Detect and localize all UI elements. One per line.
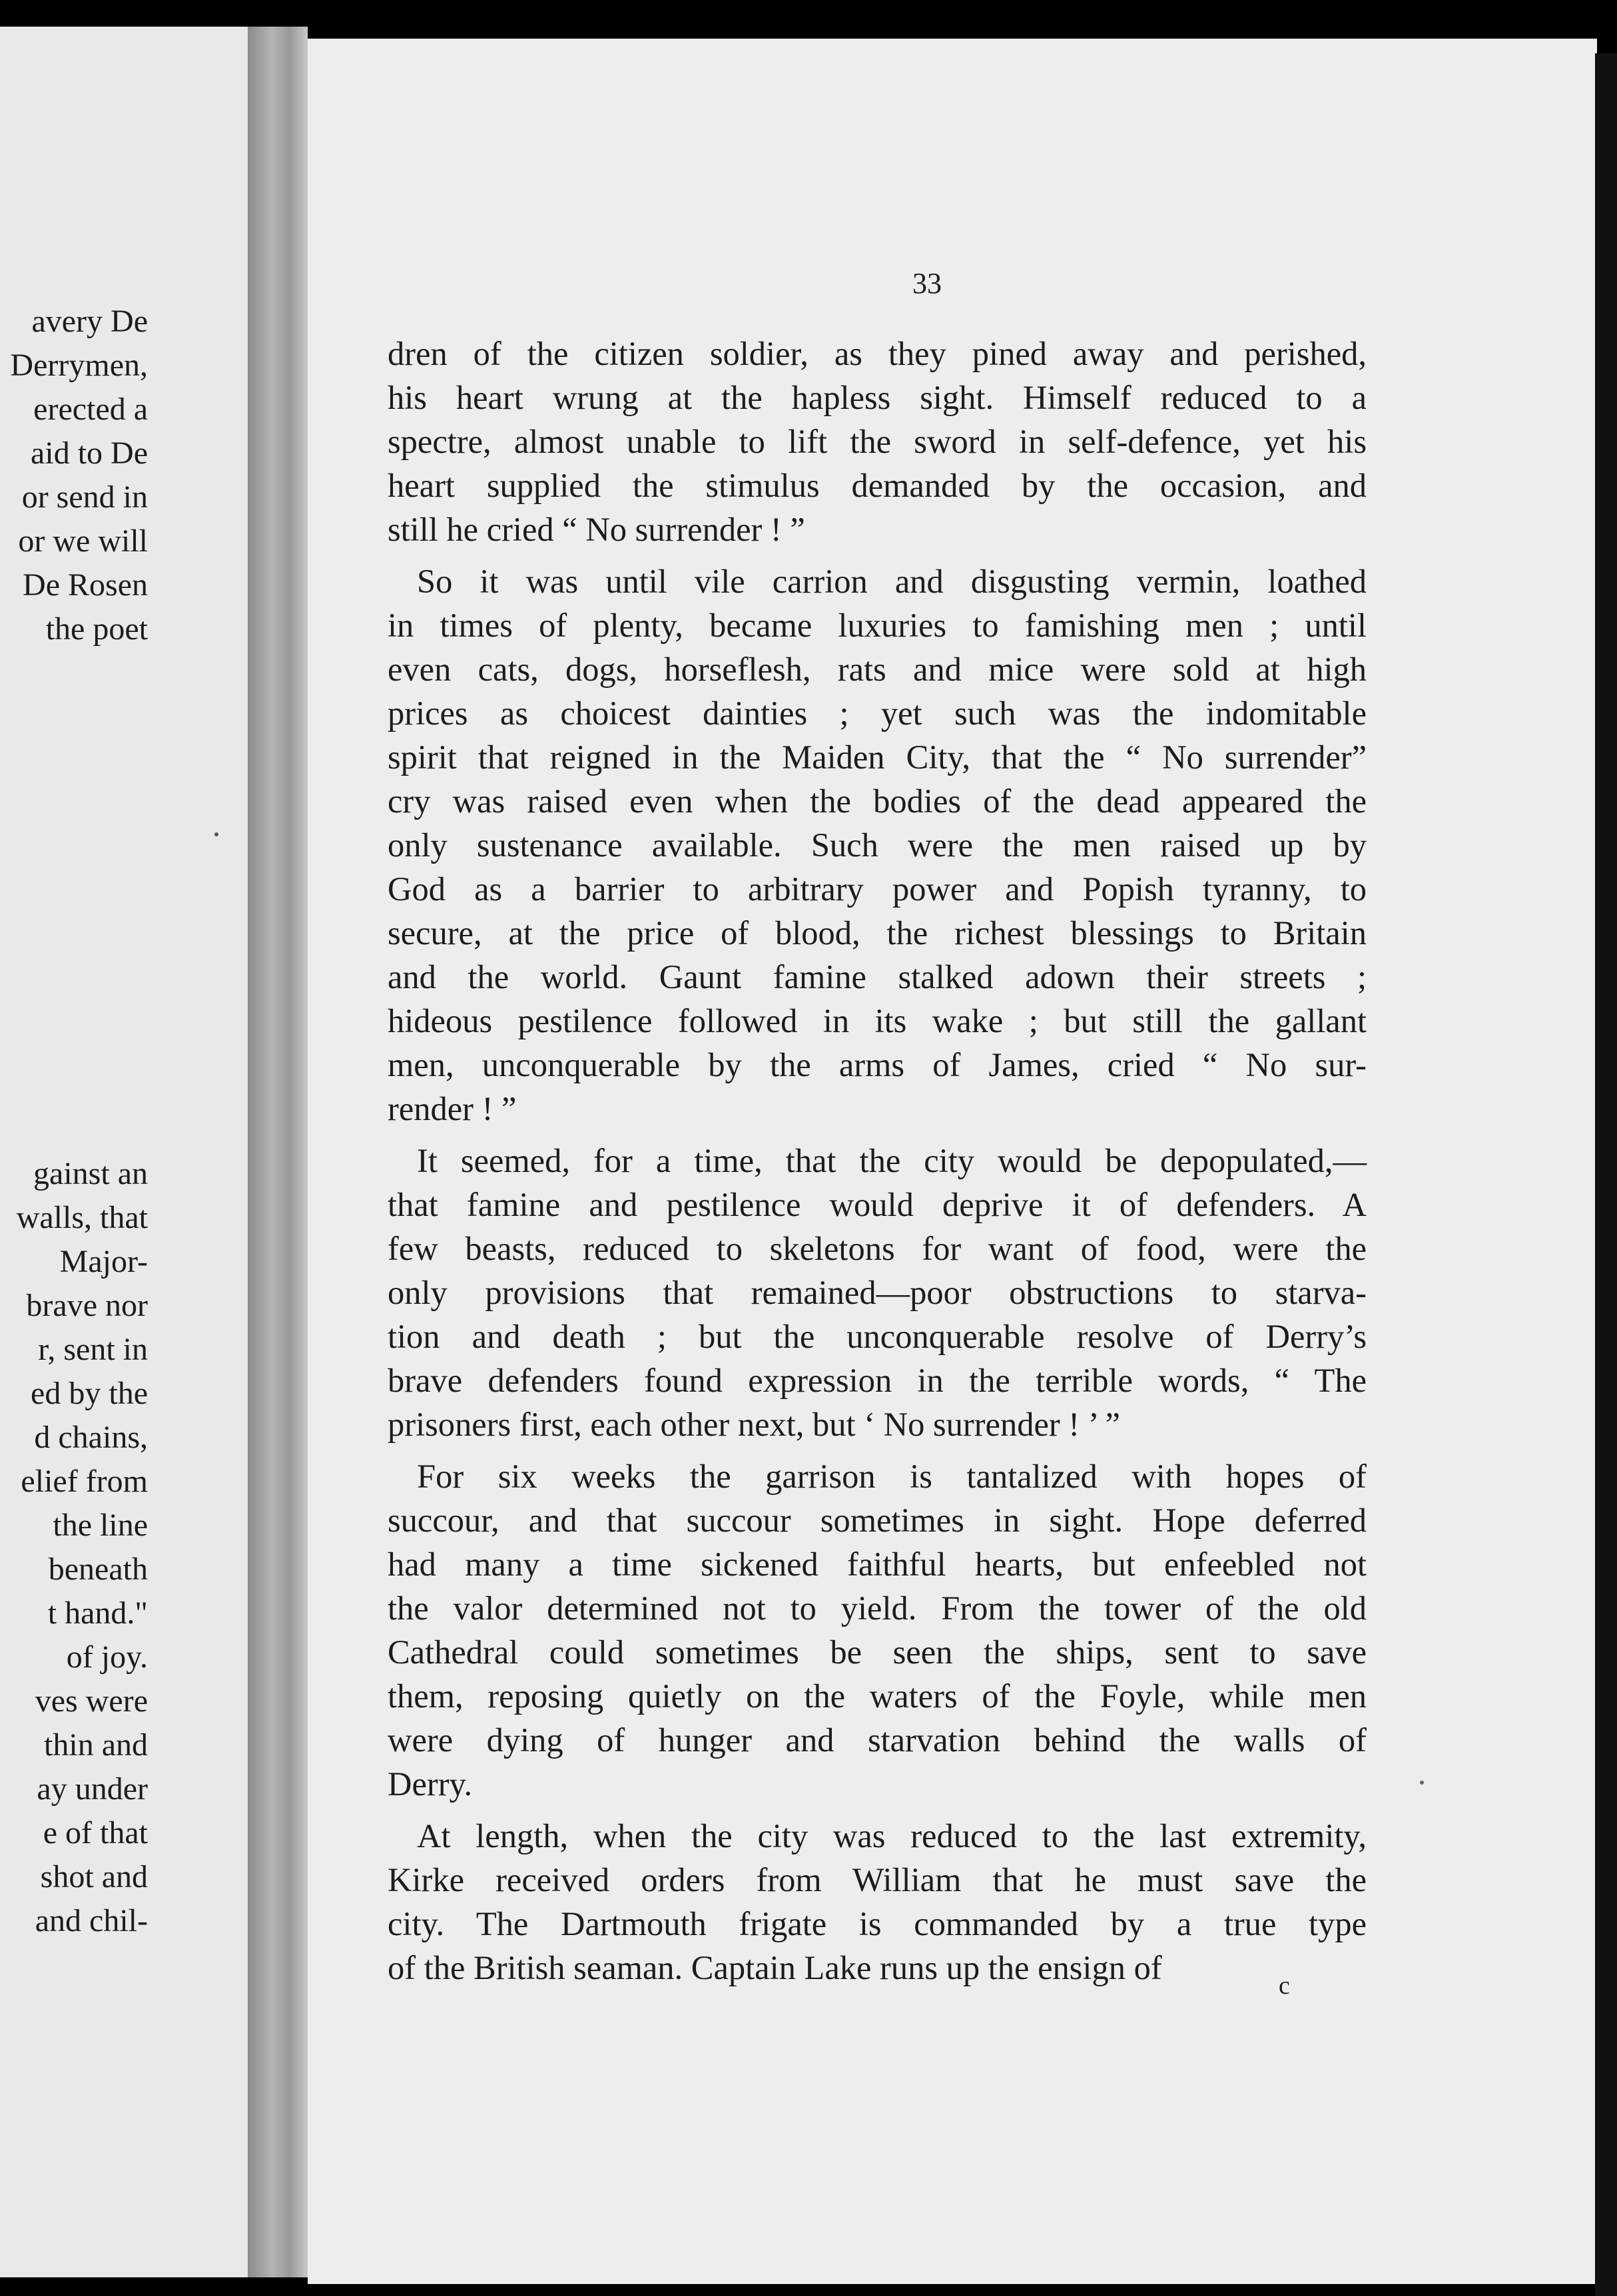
left-page-line: of joy. (66, 1639, 148, 1675)
page-number: 33 (912, 267, 942, 300)
text-line: prices as choicest dainties ; yet such was the indomitable (388, 695, 1367, 732)
left-page-line: the line (53, 1508, 148, 1543)
left-page-line: ves were (35, 1683, 148, 1719)
left-page-line: or we will (18, 523, 148, 559)
text-line: dren of the citizen soldier, as they pined away and perished, (388, 335, 1367, 372)
paragraph (388, 1139, 1367, 1446)
text-line: them, reposing quietly on the waters of the Foyle, while men (388, 1677, 1367, 1715)
left-page-line: ed by the (31, 1376, 148, 1411)
text-line: spirit that reigned in the Maiden City, that the “ No surrender” (388, 738, 1367, 776)
left-page-line: De Rosen (23, 567, 148, 603)
left-page-line: the poet (45, 611, 148, 647)
left-page-line: shot and (40, 1859, 148, 1894)
text-line: had many a time sickened faithful hearts, but enfeebled not (388, 1546, 1367, 1583)
text-line: were dying of hunger and starvation behind the walls of (388, 1721, 1367, 1759)
text-line: and the world. Gaunt famine stalked adown their streets ; (388, 958, 1367, 996)
ink-speck (1420, 1781, 1424, 1785)
left-page-line: elief from (21, 1464, 148, 1499)
text-line: city. The Dartmouth frigate is commanded by a true type (388, 1905, 1367, 1942)
text-line: cry was raised even when the bodies of the dead appeared the (388, 782, 1367, 820)
book-gutter (248, 27, 308, 2277)
left-page-line: gainst an (33, 1156, 148, 1191)
left-page-line: and chil- (35, 1903, 148, 1938)
text-line: Cathedral could sometimes be seen the ships, sent to save (388, 1633, 1367, 1671)
text-line: only provisions that remained—poor obstructions to starva- (388, 1274, 1367, 1311)
text-line: only sustenance available. Such were the men raised up by (388, 826, 1367, 864)
left-page-text-block-2 (17, 1152, 148, 1943)
text-line: God as a barrier to arbitrary power and Popish tyranny, to (388, 870, 1367, 908)
left-page-line: e of that (43, 1815, 148, 1851)
left-page-line: ay under (37, 1771, 148, 1807)
right-page (308, 39, 1597, 2284)
left-page-line: thin and (44, 1727, 148, 1763)
left-page-text-block-1 (10, 300, 148, 651)
text-line: So it was until vile carrion and disgusting vermin, loathed (417, 563, 1367, 600)
text-line: hideous pestilence followed in its wake ; but still the gallant (388, 1002, 1367, 1039)
left-page-line: beneath (48, 1552, 148, 1587)
text-line: men, unconquerable by the arms of James, cried “ No sur- (388, 1046, 1367, 1083)
text-line: still he cried “ No surrender ! ” (388, 511, 805, 548)
text-line: his heart wrung at the hapless sight. Himself reduced to a (388, 379, 1367, 416)
left-page-line: Derrymen, (10, 348, 148, 383)
left-page-line: r, sent in (38, 1332, 148, 1367)
left-page-line: t hand." (47, 1595, 148, 1631)
text-line: even cats, dogs, horseflesh, rats and mice were sold at high (388, 651, 1367, 688)
left-page-line: avery De (31, 304, 148, 339)
left-page-line: or send in (21, 479, 148, 515)
text-line: Derry. (388, 1765, 473, 1803)
text-line: in times of plenty, became luxuries to famishing men ; until (388, 607, 1367, 644)
text-line: that famine and pestilence would deprive it of defenders. A (388, 1186, 1367, 1223)
text-line: secure, at the price of blood, the richest blessings to Britain (388, 914, 1367, 952)
left-page-line: walls, that (16, 1200, 148, 1235)
text-line: prisoners first, each other next, but ‘ No surrender ! ’ ” (388, 1406, 1120, 1443)
text-line: few beasts, reduced to skeletons for want of food, were the (388, 1230, 1367, 1267)
text-line: the valor determined not to yield. From the tower of the old (388, 1589, 1367, 1627)
text-line: tion and death ; but the unconquerable resolve of Derry’s (388, 1318, 1367, 1355)
left-page (0, 27, 248, 2277)
text-line: brave defenders found expression in the terrible words, “ The (388, 1362, 1367, 1399)
text-line: It seemed, for a time, that the city would be depopulated,— (417, 1142, 1367, 1179)
left-page-line: erected a (33, 392, 148, 427)
text-line: of the British seaman. Captain Lake runs up the ensign of (388, 1949, 1162, 1986)
ink-speck (214, 832, 218, 836)
text-line: heart supplied the stimulus demanded by the occasion, and (388, 467, 1367, 504)
left-page-line: Major- (59, 1244, 148, 1279)
left-page-line: aid to De (31, 435, 148, 471)
paragraph (388, 1814, 1367, 1990)
left-page-line: brave nor (26, 1288, 148, 1323)
signature-mark: c (1279, 1972, 1290, 2000)
text-line: succour, and that succour sometimes in sight. Hope deferred (388, 1502, 1367, 1539)
paragraph (388, 1454, 1367, 1806)
paragraph (388, 332, 1367, 551)
text-line: spectre, almost unable to lift the sword in self-defence, yet his (388, 423, 1367, 460)
body-text (388, 332, 1367, 1998)
text-line: render ! ” (388, 1090, 517, 1127)
text-line: At length, when the city was reduced to the last extremity, (417, 1817, 1367, 1855)
text-line: For six weeks the garrison is tantalized with hopes of (417, 1458, 1367, 1495)
page-edge (1595, 53, 1617, 2296)
left-page-line: d chains, (34, 1420, 148, 1455)
paragraph (388, 559, 1367, 1131)
text-line: Kirke received orders from William that he must save the (388, 1861, 1367, 1898)
